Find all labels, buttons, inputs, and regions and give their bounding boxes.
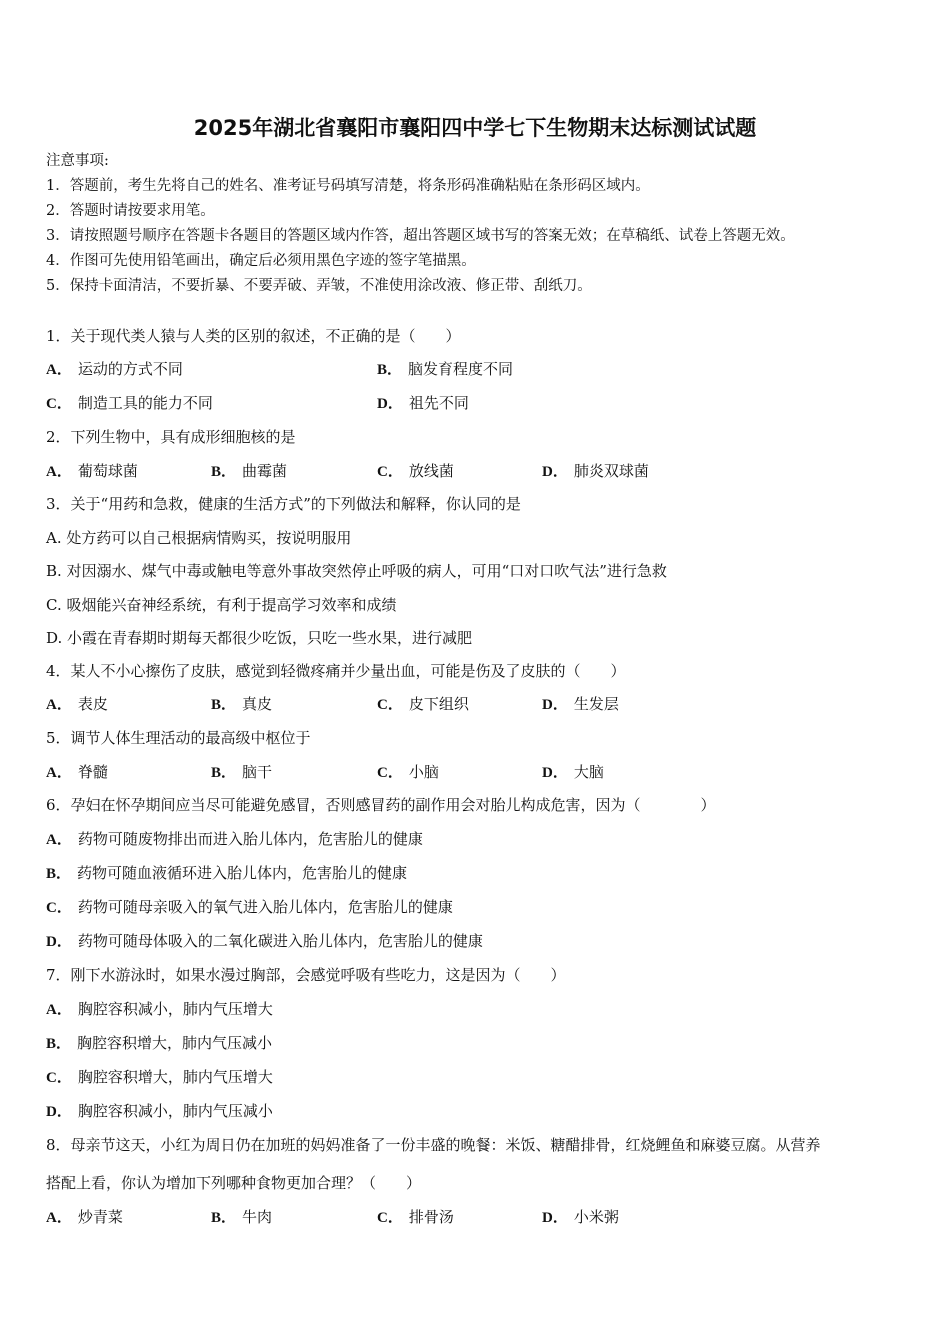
- option-text: 放线菌: [408, 462, 454, 480]
- option-letter: C．: [377, 464, 403, 480]
- option: [211, 1207, 272, 1228]
- option-letter: A．: [46, 1002, 72, 1018]
- option: [46, 528, 351, 548]
- option-letter: A．: [46, 362, 72, 378]
- option-letter: B.: [46, 562, 62, 580]
- option-text: 曲霉菌: [242, 462, 288, 480]
- notice-item: 1．答题前，考生先将自己的姓名、准考证号码填写清楚，将条形码准确粘贴在条形码区域内。: [46, 178, 650, 194]
- option: [46, 1033, 272, 1054]
- option-letter: A．: [46, 464, 72, 480]
- option-text: 牛肉: [242, 1208, 273, 1226]
- question-stem: 2．下列生物中，具有成形细胞核的是: [46, 428, 296, 446]
- option-text: 小米粥: [573, 1208, 619, 1226]
- option: [46, 1067, 273, 1088]
- option: [542, 461, 649, 482]
- option: [46, 829, 423, 850]
- option-letter: C．: [377, 1210, 403, 1226]
- option: [211, 762, 272, 783]
- option-letter: B．: [211, 464, 237, 480]
- option: [377, 359, 513, 380]
- option-letter: B．: [46, 866, 72, 882]
- question-stem: 8．母亲节这天，小红为周日仍在加班的妈妈准备了一份丰盛的晚餐：米饭、糖醋排骨，红烧鲤鱼和麻婆豆腐。从营养: [46, 1136, 821, 1154]
- option-text: 胸腔容积增大，肺内气压减小: [77, 1034, 273, 1052]
- option: [377, 461, 454, 482]
- option-text: 小脑: [408, 763, 439, 781]
- option-text: 生发层: [573, 695, 619, 713]
- option: [46, 863, 407, 884]
- option: [46, 359, 183, 380]
- question-stem: 4．某人不小心擦伤了皮肤，感觉到轻微疼痛并少量出血，可能是伤及了皮肤的（ ）: [46, 662, 626, 680]
- option-text: 胸腔容积增大，肺内气压增大: [77, 1068, 273, 1086]
- option: [46, 1207, 123, 1228]
- option-text: 胸腔容积减小，肺内气压增大: [77, 1000, 273, 1018]
- option-text: 脑发育程度不同: [408, 360, 514, 378]
- notice-heading: 注意事项:: [46, 153, 109, 169]
- option-letter: C．: [46, 900, 72, 916]
- option-text: 药物可随废物排出而进入胎儿体内，危害胎儿的健康: [77, 830, 423, 848]
- option: [377, 694, 469, 715]
- option: [211, 694, 272, 715]
- option: [46, 628, 472, 648]
- option-letter: B．: [211, 697, 237, 713]
- notice-item: 5．保持卡面清洁，不要折暴、不要弄破、弄皱，不准使用涂改液、修正带、刮纸刀。: [46, 278, 592, 294]
- notice-item: 2．答题时请按要求用笔。: [46, 203, 215, 219]
- option-text: 炒青菜: [77, 1208, 123, 1226]
- option-text: 小霞在青春期时期每天都很少吃饭，只吃一些水果，进行减肥: [67, 629, 473, 647]
- option-text: 胸腔容积减小，肺内气压减小: [77, 1102, 273, 1120]
- option-text: 对因溺水、煤气中毒或触电等意外事故突然停止呼吸的病人，可用“口对口吹气法”进行急救: [66, 562, 667, 580]
- option-letter: A．: [46, 1210, 72, 1226]
- option-text: 大脑: [573, 763, 604, 781]
- option-letter: D.: [46, 629, 63, 647]
- option-text: 肺炎双球菌: [573, 462, 649, 480]
- option-text: 运动的方式不同: [77, 360, 183, 378]
- option: [377, 1207, 454, 1228]
- question-stem: 1．关于现代类人猿与人类的区别的叙述，不正确的是（ ）: [46, 327, 461, 345]
- option-text: 吸烟能兴奋神经系统，有利于提高学习效率和成绩: [66, 596, 397, 614]
- option-text: 葡萄球菌: [77, 462, 138, 480]
- option-text: 脑干: [242, 763, 273, 781]
- option-text: 脊髓: [77, 763, 108, 781]
- option: [46, 897, 453, 918]
- option: [542, 694, 619, 715]
- option-letter: A.: [46, 529, 62, 547]
- option: [46, 393, 213, 414]
- option-letter: A．: [46, 765, 72, 781]
- option-letter: B．: [377, 362, 403, 378]
- option-letter: C．: [377, 765, 403, 781]
- option: [377, 393, 469, 414]
- option: [46, 461, 138, 482]
- option-letter: C．: [377, 697, 403, 713]
- option-text: 皮下组织: [408, 695, 469, 713]
- option: [46, 931, 483, 952]
- option: [377, 762, 439, 783]
- question-stem: 5．调节人体生理活动的最高级中枢位于: [46, 729, 311, 747]
- option-letter: A．: [46, 832, 72, 848]
- option-text: 真皮: [242, 695, 273, 713]
- option: [46, 595, 397, 615]
- option-letter: D．: [377, 396, 403, 412]
- option-text: 药物可随血液循环进入胎儿体内，危害胎儿的健康: [77, 864, 408, 882]
- option: [46, 561, 667, 581]
- option-text: 药物可随母体吸入的二氧化碳进入胎儿体内，危害胎儿的健康: [77, 932, 483, 950]
- question-stem: 7．刚下水游泳时，如果水漫过胸部，会感觉呼吸有些吃力，这是因为（ ）: [46, 966, 566, 984]
- question-stem: 6．孕妇在怀孕期间应当尽可能避免感冒，否则感冒药的副作用会对胎儿构成危害，因为（ ）: [46, 796, 716, 814]
- option-letter: B．: [211, 765, 237, 781]
- option: [211, 461, 287, 482]
- option-letter: D．: [542, 765, 568, 781]
- option-letter: C．: [46, 396, 72, 412]
- option-letter: A．: [46, 697, 72, 713]
- option-letter: D．: [46, 934, 72, 950]
- option-text: 表皮: [77, 695, 108, 713]
- option-letter: C．: [46, 1070, 72, 1086]
- option-letter: B．: [46, 1036, 72, 1052]
- option-letter: B．: [211, 1210, 237, 1226]
- option-letter: D．: [542, 697, 568, 713]
- option-letter: D．: [542, 464, 568, 480]
- option-text: 处方药可以自己根据病情购买，按说明服用: [66, 529, 352, 547]
- option-text: 祖先不同: [408, 394, 469, 412]
- notice-item: 3．请按照题号顺序在答题卡各题目的答题区域内作答，超出答题区域书写的答案无效；在草稿纸、试卷上答题无效。: [46, 228, 795, 244]
- option-text: 药物可随母亲吸入的氧气进入胎儿体内，危害胎儿的健康: [77, 898, 453, 916]
- option: [542, 762, 604, 783]
- question-stem-continued: 搭配上看，你认为增加下列哪种食物更加合理？（ ）: [46, 1174, 422, 1192]
- option-letter: D．: [46, 1104, 72, 1120]
- option-letter: D．: [542, 1210, 568, 1226]
- option-letter: C.: [46, 596, 62, 614]
- page-title: 2025年湖北省襄阳市襄阳四中学七下生物期末达标测试试题: [193, 116, 757, 140]
- option: [46, 999, 273, 1020]
- option: [542, 1207, 619, 1228]
- option: [46, 762, 108, 783]
- option-text: 排骨汤: [408, 1208, 454, 1226]
- option: [46, 1101, 273, 1122]
- question-stem: 3．关于“用药和急救，健康的生活方式”的下列做法和解释，你认同的是: [46, 495, 521, 513]
- notice-item: 4．作图可先使用铅笔画出，确定后必须用黑色字迹的签字笔描黑。: [46, 253, 476, 269]
- option: [46, 694, 108, 715]
- option-text: 制造工具的能力不同: [77, 394, 213, 412]
